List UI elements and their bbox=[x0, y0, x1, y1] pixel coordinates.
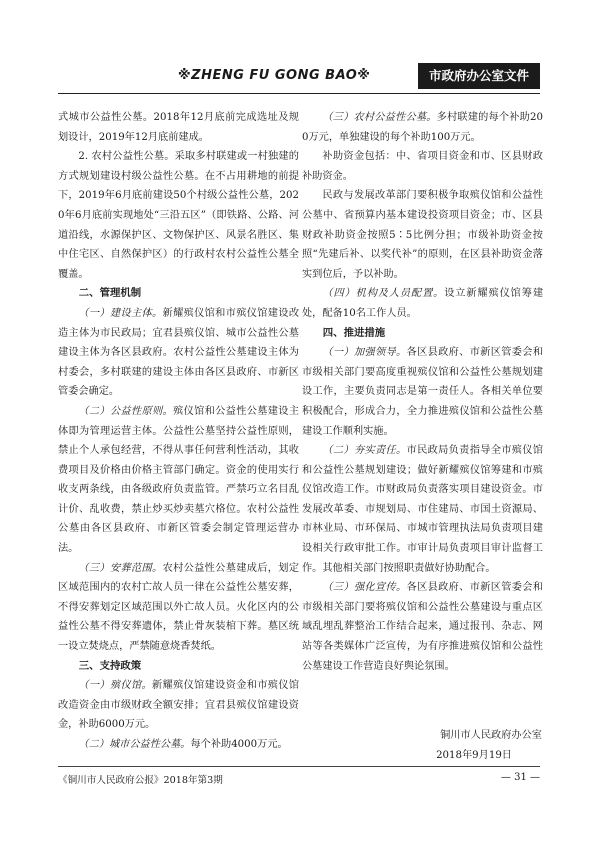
paragraph bbox=[302, 186, 543, 284]
paragraph-lead: （二）城市公益性公墓。 bbox=[78, 739, 191, 750]
paragraph bbox=[58, 735, 299, 755]
paragraph-text: 2. 农村公益性公墓。采取多村联建或一村独建的方式规划建设村级公益性公墓。在不占用耕地的前提下，2019年6月底前建设50个村级公益性公墓，2020年6月底前实现地处“三沿五区”（即铁路、公路、河道沿线，水源保护区、文物保护区、风景名胜区、集中住宅区、自然保护区）的行政村农村公益性公墓全覆盖。 bbox=[58, 151, 299, 280]
paragraph-text: 式城市公益性公墓。2018年12月底前完成选址及规划设计，2019年12月底前建成。 bbox=[58, 112, 299, 143]
paragraph-lead: （二）公益性原则。 bbox=[78, 405, 174, 417]
paragraph bbox=[58, 559, 299, 657]
paragraph-text: 补助资金包括：中、省项目资金和市、区县财政补助资金。 bbox=[302, 151, 543, 182]
paragraph bbox=[302, 441, 543, 578]
paragraph-text: 各区县政府、市新区管委会和市级相关部门要高度重视殡仪馆和公益性公墓规划建设工作，主要负责同志是第一责任人。各相关单位要积极配合，形成合力，全力推进殡仪馆和公益性公墓建设工作顺利实施。 bbox=[302, 347, 544, 437]
section-heading: 四、推进措施 bbox=[322, 326, 386, 339]
left-column bbox=[58, 108, 299, 755]
paragraph bbox=[58, 147, 299, 284]
page-header bbox=[0, 60, 600, 94]
paragraph bbox=[302, 343, 543, 441]
paragraph bbox=[58, 108, 299, 147]
paragraph-text: 殡仪馆和公益性公墓建设主体即为管理运营主体。公益性公墓坚持公益性原则，禁止个人承包经营，不得从事任何营利性活动，其收费项目及价格由价格主管部门确定。资金的使用实行收支两条线，由各级政府负责监管。严禁巧立名目乱计价、乱收费，禁止炒买炒卖墓穴格位。农村公益性公墓由各区县政府、市新区管委会制定管理运营办法。 bbox=[58, 405, 300, 555]
paragraph-text: 新耀殡仪馆和市殡仪馆建设改造主体为市民政局；宜君县殡仪馆、城市公益性公墓建设主体为各区县政府。农村公益性公墓建设主体为村委会，多村联建的建设主体由各区县政府、市新区管委会确定。 bbox=[58, 307, 300, 398]
paragraph bbox=[58, 676, 299, 735]
paragraph-text: 市民政局负责指导全市殡仪馆和公益性公墓规划建设；做好新耀殡仪馆筹建和市殡仪馆改造工作。市财政局负责落实项目建设资金。市发展改革委、市规划局、市住建局、市国土资源局、市林业局、市环保局、市城市管理执法局负责项目建设相关行政审批工作。市审计局负责项目审计监督工作。其他相关部门按照职责做好协助配合。 bbox=[302, 445, 544, 574]
paragraph-text: 各区县政府、市新区管委会和市级相关部门要将殡仪馆和公益性公墓建设与重点区域乱埋乱葬整治工作结合起来，通过报刊、杂志、网站等各类媒体广泛宣传，为有序推进殡仪馆和公益性公墓建设工作营造良好舆论氛围。 bbox=[302, 582, 544, 672]
footer-publication: 《铜川市人民政府公报》2018年第3期 bbox=[58, 775, 223, 786]
paragraph-lead: （一）殡仪馆。 bbox=[78, 680, 153, 692]
paragraph-lead: （三）农村公益性公墓。 bbox=[322, 112, 437, 123]
paragraph-text: 每个补助4000万元。 bbox=[190, 739, 288, 750]
signature-date: 2018年9月19日 bbox=[436, 750, 512, 761]
paragraph-text: 新耀殡仪馆建设资金和市殡仪馆改造资金由市级财政全额安排；宜君县殡仪馆建设资金，补助6000万元。 bbox=[58, 680, 300, 731]
paragraph bbox=[302, 108, 543, 147]
paragraph-lead: （三）安葬范围。 bbox=[78, 562, 163, 574]
page-number: — 31 — bbox=[500, 772, 540, 783]
paragraph bbox=[58, 304, 299, 402]
paragraph-lead: （一）加强领导。 bbox=[322, 347, 407, 359]
section-heading: 三、支持政策 bbox=[78, 659, 142, 672]
paragraph-text: 民政与发展改革部门要积极争取殡仪馆和公益性公墓中、省预算内基本建设投资项目资金；市、区县财政补助资金按照5∶5比例分担；市级补助资金按照“先建后补、以奖代补”的原则，在区县补助资金落实到位后，予以补助。 bbox=[302, 190, 543, 280]
right-column bbox=[302, 108, 543, 676]
paragraph-lead: （三）强化宣传。 bbox=[322, 582, 407, 594]
section-heading: 二、管理机制 bbox=[78, 287, 142, 300]
section-badge: 市政府办公室文件 bbox=[418, 63, 540, 89]
footer-divider bbox=[58, 766, 540, 767]
paragraph-lead: （一）建设主体。 bbox=[78, 307, 163, 319]
paragraph-lead: （四）机构及人员配置。 bbox=[322, 288, 445, 300]
paragraph bbox=[302, 147, 543, 186]
paragraph bbox=[58, 402, 299, 559]
signature-organization: 铜川市人民政府办公室 bbox=[440, 730, 542, 741]
header-divider bbox=[58, 93, 540, 94]
paragraph bbox=[302, 284, 543, 323]
paragraph-text: 设立新耀殡仪馆筹建处，配备10名工作人员。 bbox=[302, 288, 544, 319]
paragraph-text: 多村联建的每个补助200万元，单独建设的每个补助100万元。 bbox=[302, 112, 543, 143]
paragraph bbox=[302, 578, 543, 676]
journal-title: ※ZHENG FU GONG BAO※ bbox=[178, 68, 371, 83]
paragraph-lead: （二）夯实责任。 bbox=[322, 445, 407, 457]
paragraph-text: 农村公益性公墓建成后，划定区域范围内的农村亡故人员一律在公益性公墓安葬，不得安葬划定区域范围以外亡故人员。火化区内的公益性公墓不得安葬遗体，禁止骨灰装棺下葬。墓区统一设立焚烧点，严禁随意烧香焚纸。 bbox=[58, 562, 300, 653]
